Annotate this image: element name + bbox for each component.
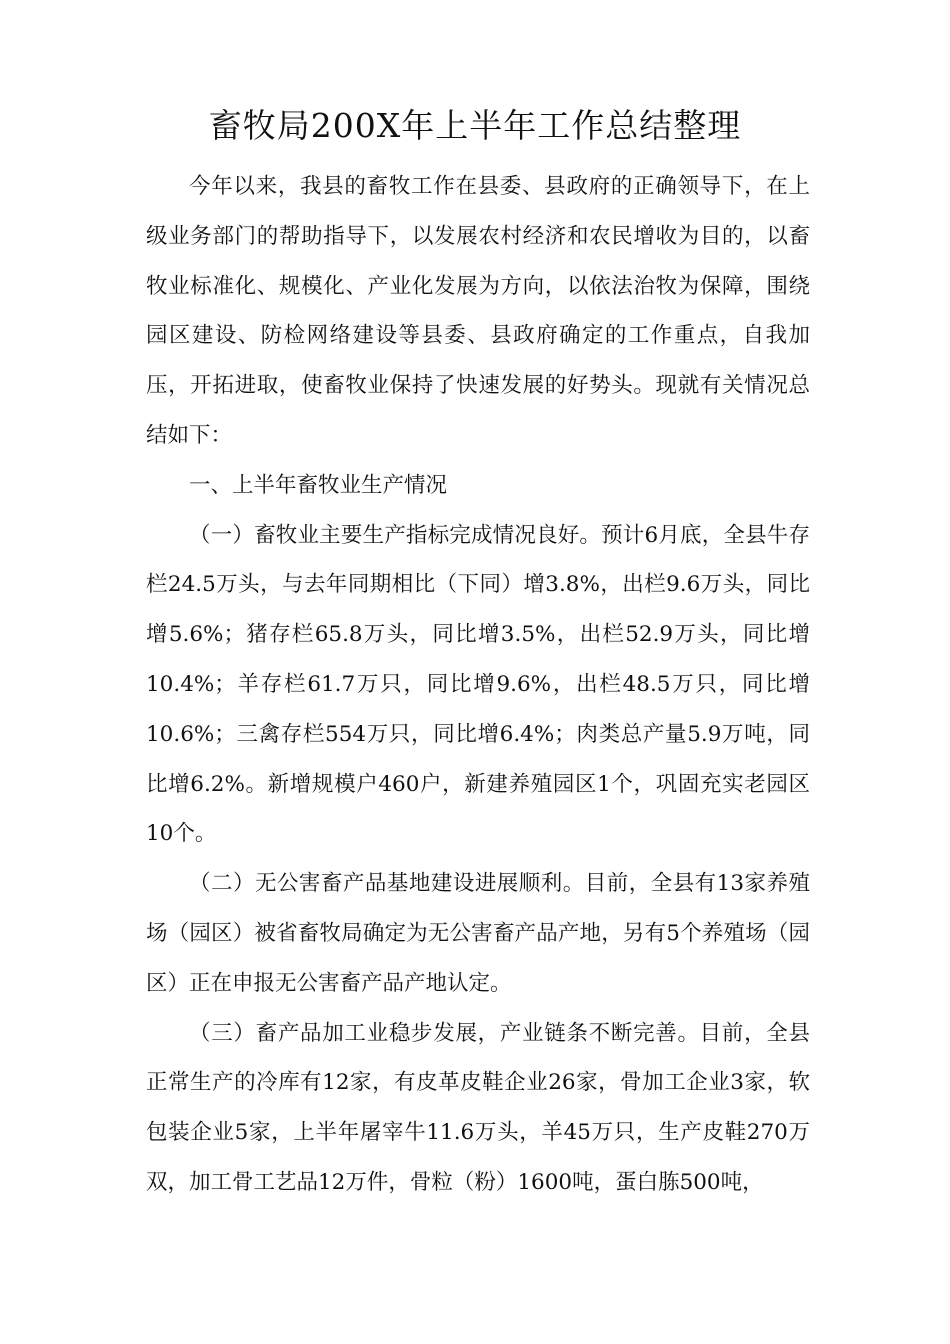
document-body: [146, 162, 810, 1208]
paragraph-pollution-free-base: （二）无公害畜产品基地建设进展顺利。目前，全县有13家养殖场（园区）被省畜牧局确定为无公害畜产品产地，另有5个养殖场（园区）正在申报无公害畜产品产地认定。: [146, 871, 810, 996]
section-heading-1: 一、上半年畜牧业生产情况: [189, 472, 448, 498]
paragraph-processing-industry: （三）畜产品加工业稳步发展，产业链条不断完善。目前，全县正常生产的冷库有12家，有皮革皮鞋企业26家，骨加工企业3家，软包装企业5家，上半年屠宰牛11.6万头，羊45万只，生产皮鞋270万双，加工骨工艺品12万件，骨粒（粉）1600吨，蛋白胨500吨，: [146, 1020, 810, 1195]
document-title: 畜牧局200X年上半年工作总结整理: [208, 106, 742, 145]
paragraph-production-indicators: （一）畜牧业主要生产指标完成情况良好。预计6月底，全县牛存栏24.5万头，与去年同期相比（下同）增3.8%，出栏9.6万头，同比增5.6%；猪存栏65.8万头，同比增3.5%，出栏52.9万头，同比增10.4%；羊存栏61.7万只，同比增9.6%，出栏48.5万只，同比增10.6%；三禽存栏554万只，同比增6.4%；肉类总产量5.9万吨，同比增6.2%。新增规模户460户，新建养殖园区1个，巩固充实老园区10个。: [146, 522, 810, 847]
paragraph-intro: 今年以来，我县的畜牧工作在县委、县政府的正确领导下，在上级业务部门的帮助指导下，以发展农村经济和农民增收为目的，以畜牧业标准化、规模化、产业化发展为方向，以依法治牧为保障，围绕园区建设、防检网络建设等县委、县政府确定的工作重点，自我加压，开拓进取，使畜牧业保持了快速发展的好势头。现就有关情况总结如下：: [146, 174, 810, 448]
